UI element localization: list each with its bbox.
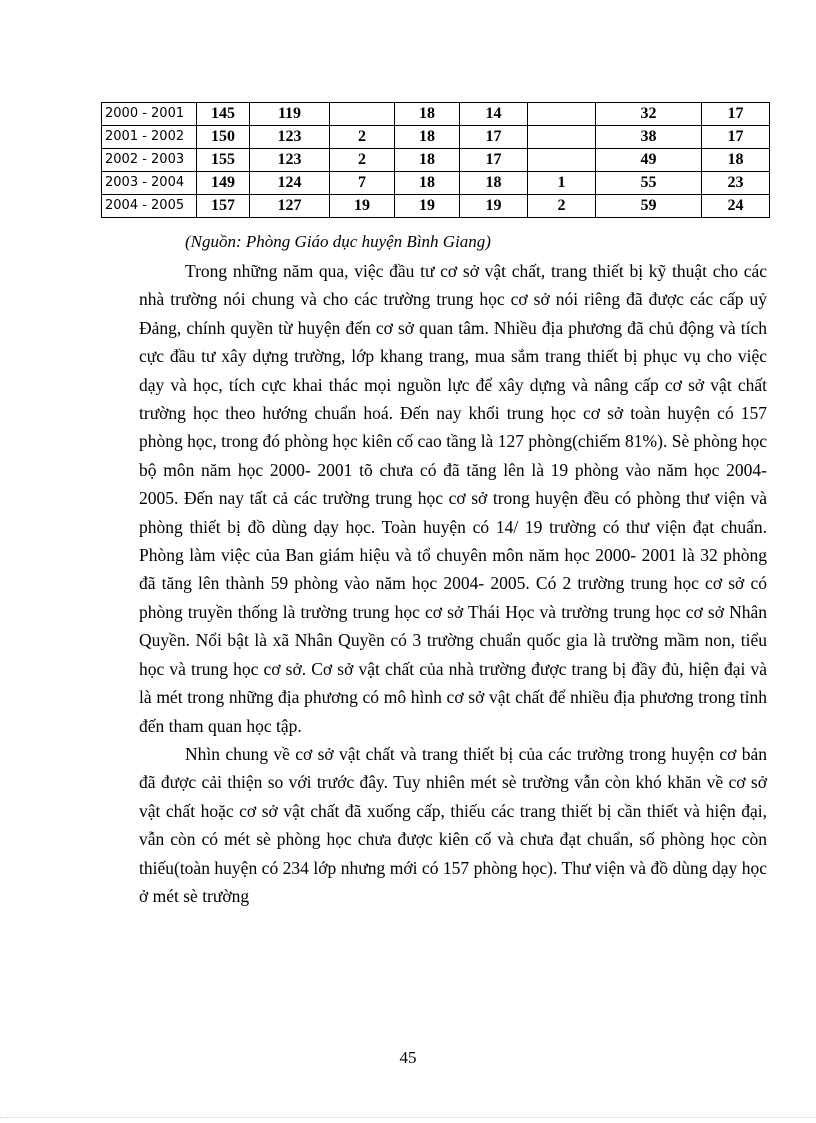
value-cell: 55 (596, 172, 702, 195)
value-cell: 17 (702, 103, 770, 126)
value-cell: 17 (460, 149, 528, 172)
value-cell: 14 (460, 103, 528, 126)
value-cell: 23 (702, 172, 770, 195)
value-cell: 18 (395, 126, 460, 149)
year-cell: 2004 - 2005 (102, 195, 197, 218)
table-row (102, 172, 770, 195)
table-row (102, 103, 770, 126)
value-cell: 19 (395, 195, 460, 218)
value-cell: 155 (197, 149, 250, 172)
value-cell: 127 (250, 195, 330, 218)
value-cell: 38 (596, 126, 702, 149)
value-cell: 2 (528, 195, 596, 218)
value-cell: 24 (702, 195, 770, 218)
table-row (102, 149, 770, 172)
source-note: (Nguồn: Phòng Giáo dục huyện Bình Giang) (185, 232, 491, 251)
value-cell: 123 (250, 149, 330, 172)
value-cell: 19 (330, 195, 395, 218)
year-cell: 2002 - 2003 (102, 149, 197, 172)
value-cell: 124 (250, 172, 330, 195)
value-cell (528, 149, 596, 172)
value-cell: 2 (330, 149, 395, 172)
value-cell: 59 (596, 195, 702, 218)
year-cell: 2000 - 2001 (102, 103, 197, 126)
value-cell (528, 126, 596, 149)
value-cell: 157 (197, 195, 250, 218)
value-cell: 7 (330, 172, 395, 195)
value-cell: 49 (596, 149, 702, 172)
value-cell (330, 103, 395, 126)
value-cell: 18 (395, 103, 460, 126)
value-cell: 17 (702, 126, 770, 149)
value-cell: 18 (460, 172, 528, 195)
value-cell (528, 103, 596, 126)
value-cell: 145 (197, 103, 250, 126)
facilities-table (101, 102, 770, 218)
value-cell: 150 (197, 126, 250, 149)
page-number: 45 (399, 1048, 417, 1067)
value-cell: 32 (596, 103, 702, 126)
table-row (102, 126, 770, 149)
value-cell: 2 (330, 126, 395, 149)
value-cell: 123 (250, 126, 330, 149)
paragraph: Trong những năm qua, việc đầu tư cơ sở vật chất, trang thiết bị kỹ thuật cho các nhà trường nói chung và cho các trường trung học cơ sở nói riêng đã được các cấp uỷ Đảng, chính quyền từ huyện đến cơ sở quan tâm. Nhiều địa phương đã chủ động và tích cực đầu tư xây dựng trường, lớp khang trang, mua sắm trang thiết bị phục vụ cho việc dạy và học, tích cực khai thác mọi nguồn lực để xây dựng và nâng cấp cơ sở vật chất trường học theo hướng chuẩn hoá. Đến nay khối trung học cơ sở toàn huyện có 157 phòng học, trong đó phòng học kiên cố cao tầng là 127 phòng(chiếm 81%). Sè phòng học bộ môn năm học 2000- 2001 tõ chưa có đã tăng lên là 19 phòng vào năm học 2004- 2005. Đến nay tất cả các trường trung học cơ sở trong huyện đều có phòng thư viện và phòng thiết bị đồ dùng dạy học. Toàn huyện có 14/ 19 trường có thư viện đạt chuẩn. Phòng làm việc của Ban giám hiệu và tổ chuyên môn năm học 2000- 2001 là 32 phòng đã tăng lên thành 59 phòng vào năm học 2004- 2005. Có 2 trường trung học cơ sở có phòng truyền thống là trường trung học cơ sở Thái Học và trường trung học cơ sở Nhân Quyền. Nổi bật là xã Nhân Quyền có 3 trường chuẩn quốc gia là trường mầm non, tiểu học và trung học cơ sở. Cơ sở vật chất của nhà trường được trang bị đầy đủ, hiện đại và là mét trong những địa phương có mô hình cơ sở vật chất để nhiều địa phương trong tỉnh đến tham quan học tập. (139, 261, 767, 736)
value-cell: 19 (460, 195, 528, 218)
value-cell: 149 (197, 172, 250, 195)
value-cell: 1 (528, 172, 596, 195)
value-cell: 18 (395, 172, 460, 195)
page-bottom-divider (0, 1117, 816, 1118)
value-cell: 18 (702, 149, 770, 172)
table-row (102, 195, 770, 218)
value-cell: 18 (395, 149, 460, 172)
paragraph: Nhìn chung về cơ sở vật chất và trang thiết bị của các trường trong huyện cơ bản đã được cải thiện so với trước đây. Tuy nhiên mét sè trường vẫn còn khó khăn về cơ sở vật chất hoặc cơ sở vật chất đã xuống cấp, thiếu các trang thiết bị cần thiết và hiện đại, vẫn còn có mét sè phòng học chưa được kiên cố và chưa đạt chuẩn, số phòng học còn thiếu(toàn huyện có 234 lớp nhưng mới có 157 phòng học). Thư viện và đồ dùng dạy học ở mét sè trường (139, 743, 767, 906)
value-cell: 17 (460, 126, 528, 149)
body-text (139, 257, 767, 910)
year-cell: 2001 - 2002 (102, 126, 197, 149)
value-cell: 119 (250, 103, 330, 126)
year-cell: 2003 - 2004 (102, 172, 197, 195)
